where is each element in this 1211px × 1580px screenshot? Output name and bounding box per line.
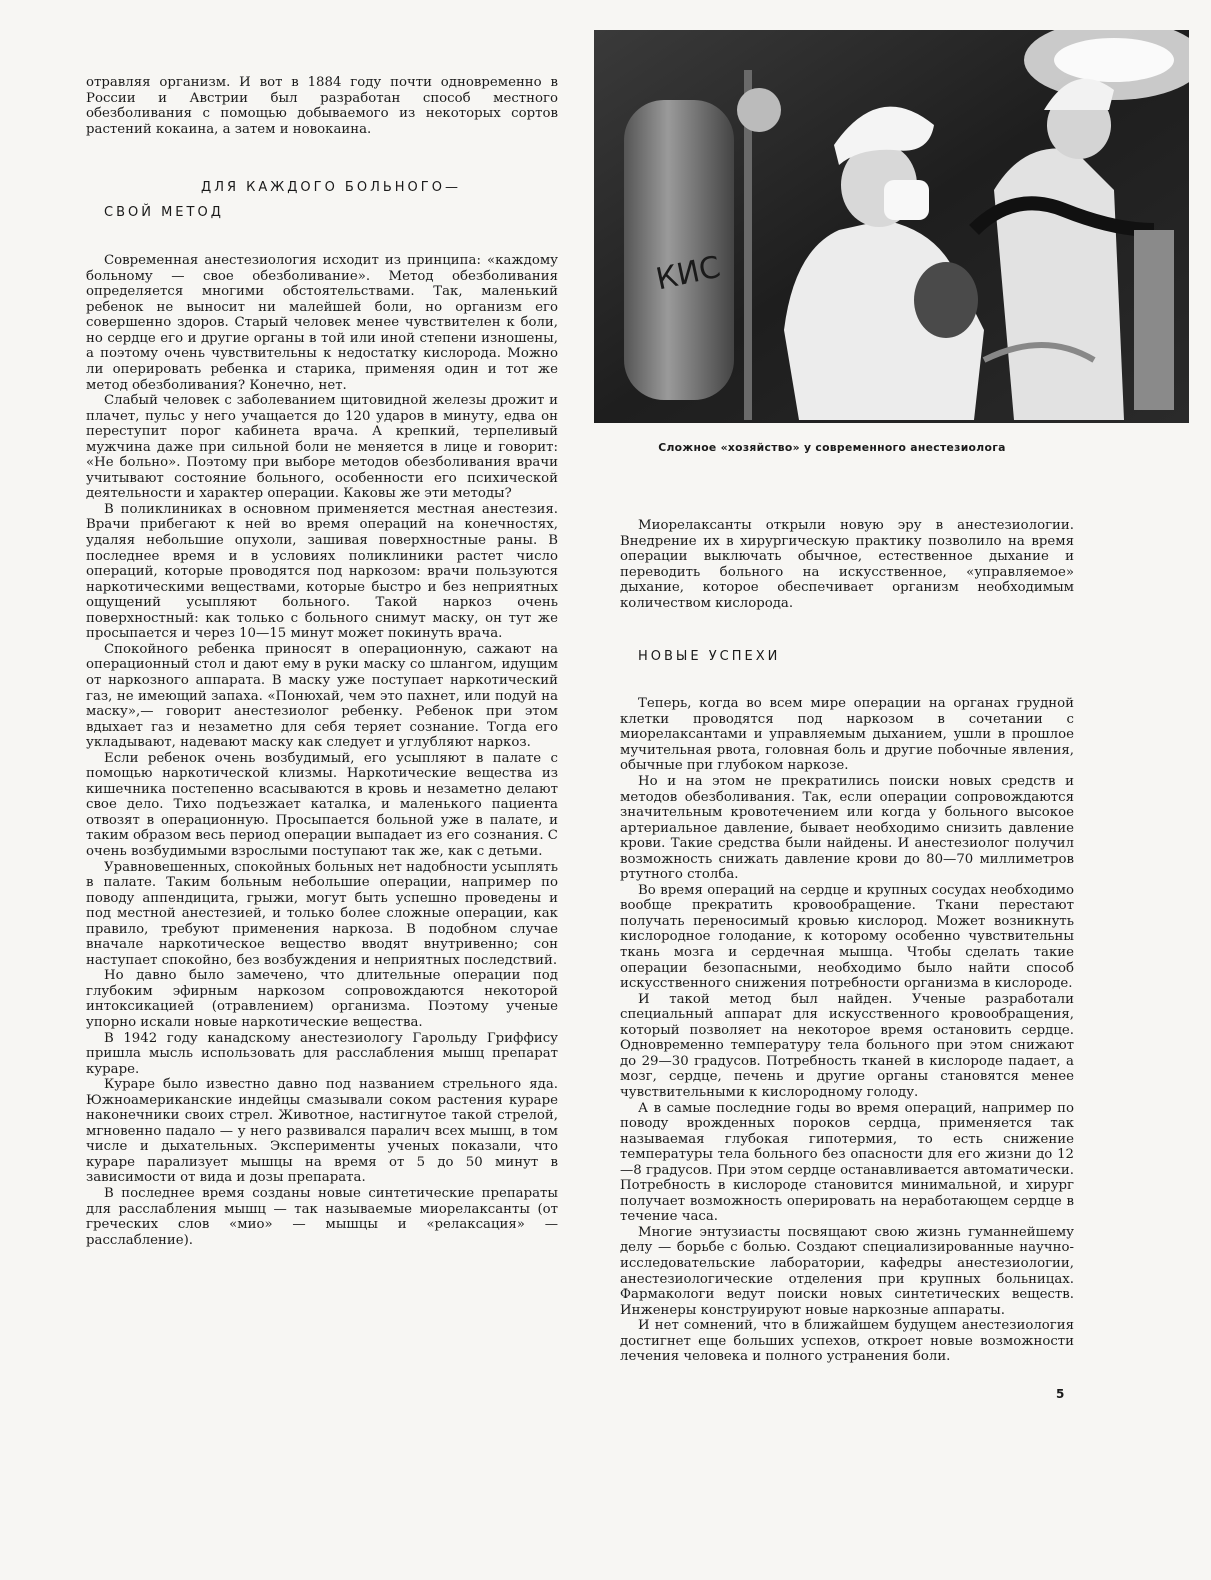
operating-room-photo bbox=[594, 30, 1189, 423]
paragraph: И нет сомнений, что в ближайшем будущем анестезиология достигнет еще больших успехов, откроет новые возможности лечения человека и полного устранения боли. bbox=[620, 1318, 1074, 1365]
section-heading-text: НОВЫЕ УСПЕХИ bbox=[638, 649, 781, 665]
paragraph: Кураре было известно давно под названием стрельного яда. Южноамериканские индейцы смазывали соком растения кураре наконечники своих стрел. Животное, настигнутое такой стрелой, мгновенно падало — у него развивался паралич всех мышц, в том числе и дыхательных. Эксперименты ученых показали, что кураре парализует мышцы на время от 5 до 50 минут в зависимости от вида и дозы препарата. bbox=[86, 1077, 558, 1186]
intro-paragraph: Миорелаксанты открыли новую эру в анестезиологии. Внедрение их в хирургическую практику позволило на время операции выключать обычное, естественное дыхание и переводить больного на искусственное, «управляемое» дыхание, которое обеспечивает организм необходимым количеством кислорода. bbox=[620, 518, 1074, 611]
paragraph: В поликлиниках в основном применяется местная анестезия. Врачи прибегают к ней во время операций на конечностях, удаляя небольшие опухоли, зашивая поверхностные раны. В последнее время и в условиях поликлиники растет число операций, которые проводятся под наркозом: врачи пользуются наркотическими веществами, которые быстро и без неприятных ощущений усыпляют больного. Такой наркоз очень поверхностный: как только с больного снимут маску, он тут же просыпается и через 10—15 минут может покинуть врача. bbox=[86, 501, 558, 642]
paragraph: Но давно было замечено, что длительные операции под глубоким эфирным наркозом сопровождаются некоторой интоксикацией (отравлением) организма. Поэтому ученые упорно искали новые наркотические вещества. bbox=[86, 968, 558, 1030]
intro-paragraph: отравляя организм. И вот в 1884 году почти одновременно в России и Австрии был разработан способ местного обезболивания с помощью добываемого из некоторых сортов растений кокаина, а затем и новокаина. bbox=[86, 75, 558, 137]
left-column bbox=[86, 75, 558, 1248]
photo-illustration bbox=[594, 30, 1189, 423]
paragraph: Но и на этом не прекратились поиски новых средств и методов обезболивания. Так, если операции сопровождаются значительным кровотечением или когда у больного высокое артериальное давление, бывает необходимо снизить давление крови. Такие средства были найдены. И анестезиолог получил возможность снижать давление крови до 80—70 миллиметров ртутного столба. bbox=[620, 774, 1074, 883]
paragraph: Спокойного ребенка приносят в операционную, сажают на операционный стол и дают ему в руки маску со шлангом, идущим от наркозного аппарата. В маску уже поступает наркотический газ, не имеющий запаха. «Понюхай, чем это пахнет, или подуй на маску»,— говорит анестезиолог ребенку. Ребенок при этом вдыхает газ и незаметно для себя теряет сознание. Тогда его укладывают, надевают маску как следует и углубляют наркоз. bbox=[86, 641, 558, 751]
paragraph: В последнее время созданы новые синтетические препараты для расслабления мышц — так называемые миорелаксанты (от греческих слов «мио» — мышцы и «релаксация» — расслабление). bbox=[86, 1186, 558, 1248]
page-number: 5 bbox=[1056, 1387, 1065, 1401]
paragraph: Современная анестезиология исходит из принципа: «каждому больному — свое обезболивание». Метод обезболивания определяется многими обстоятельствами. Так, маленький ребенок не выносит ни малейшей боли, но организм его совершенно здоров. Старый человек менее чувствителен к боли, но сердце его и другие органы в той или иной степени изношены, а поэтому очень чувствительны к недостатку кислорода. Можно ли оперировать ребенка и старика, применяя один и тот же метод обезболивания? Конечно, нет. bbox=[86, 253, 558, 393]
paragraph: Многие энтузиасты посвящают свою жизнь гуманнейшему делу — борьбе с болью. Создают специализированные научно-исследовательские лаборатории, кафедры анестезиологии, анестезиологические отделения при крупных больницах. Фармакологи ведут поиски новых синтетических веществ. Инженеры конструируют новые наркозные аппараты. bbox=[620, 1224, 1074, 1318]
photo-caption: Сложное «хозяйство» у современного анестезиолога bbox=[658, 441, 1006, 454]
section-heading-line2: СВОЙ МЕТОД bbox=[104, 205, 224, 221]
cylinder-label: КИС bbox=[652, 249, 724, 298]
paragraph: А в самые последние годы во время операций, например по поводу врожденных пороков сердца, применяется так называемая глубокая гипотермия, то есть снижение температуры тела больного без опасности для его жизни до 12—8 градусов. При этом сердце останавливается автоматически. Потребность в кислороде становится минимальной, и хирург получает возможность оперировать на неработающем сердце в течение часа. bbox=[620, 1100, 1074, 1225]
paragraph: Во время операций на сердце и крупных сосудах необходимо вообще прекратить кровообращение. Ткани перестают получать переносимый кровью кислород. Может возникнуть кислородное голодание, к которому особенно чувствительны ткань мозга и сердечная мышца. Чтобы сделать такие операции безопасными, необходимо было найти способ искусственного снижения потребности организма в кислороде. bbox=[620, 882, 1074, 992]
paragraph: Уравновешенных, спокойных больных нет надобности усыплять в палате. Таким больным небольшие операции, например по поводу аппендицита, грыжи, могут быть успешно проведены и под местной анестезией, и только более сложные операции, как правило, требуют применения наркоза. В подобном случае вначале наркотическое вещество вводят внутривенно; сон наступает спокойно, без возбуждения и неприятных последствий. bbox=[86, 859, 558, 968]
paragraph: Слабый человек с заболеванием щитовидной железы дрожит и плачет, пульс у него учащается до 120 ударов в минуту, едва он переступит порог кабинета врача. А крепкий, терпеливый мужчина даже при сильной боли не меняется в лице и говорит: «Не больно». Поэтому при выборе методов обезболивания врачи учитывают состояние больного, особенности его психической деятельности и характер операции. Каковы же эти методы? bbox=[86, 393, 558, 502]
paragraph: И такой метод был найден. Ученые разработали специальный аппарат для искусственного кровообращения, который позволяет на некоторое время остановить сердце. Одновременно температуру тела больного при этом снижают до 29—30 градусов. Потребность тканей в кислороде падает, а мозг, сердце, печень и другие органы становятся менее чувствительными к кислородному голоду. bbox=[620, 991, 1074, 1100]
section-heading bbox=[86, 175, 558, 225]
section-heading bbox=[620, 644, 1074, 669]
section-heading-line1: ДЛЯ КАЖДОГО БОЛЬНОГО— bbox=[201, 180, 461, 196]
paragraph: Теперь, когда во всем мире операции на органах грудной клетки проводятся под наркозом в сочетании с миорелаксантами и управляемым дыханием, ушли в прошлое мучительная рвота, головная боль и другие побочные явления, обычные при глубоком наркозе. bbox=[620, 696, 1074, 774]
paragraph: В 1942 году канадскому анестезиологу Гарольду Гриффису пришла мысль использовать для расслабления мышц препарат кураре. bbox=[86, 1030, 558, 1077]
paragraph: Если ребенок очень возбудимый, его усыпляют в палате с помощью наркотической клизмы. Наркотические вещества из кишечника постепенно всасываются в кровь и незаметно делают свое дело. Тихо подъезжает каталка, и маленького пациента отвозят в операционную. Просыпается больной уже в палате, и таким образом весь период операции выпадает из его сознания. С очень возбудимыми взрослыми поступают так же, как с детьми. bbox=[86, 750, 558, 859]
right-column bbox=[620, 518, 1074, 1365]
